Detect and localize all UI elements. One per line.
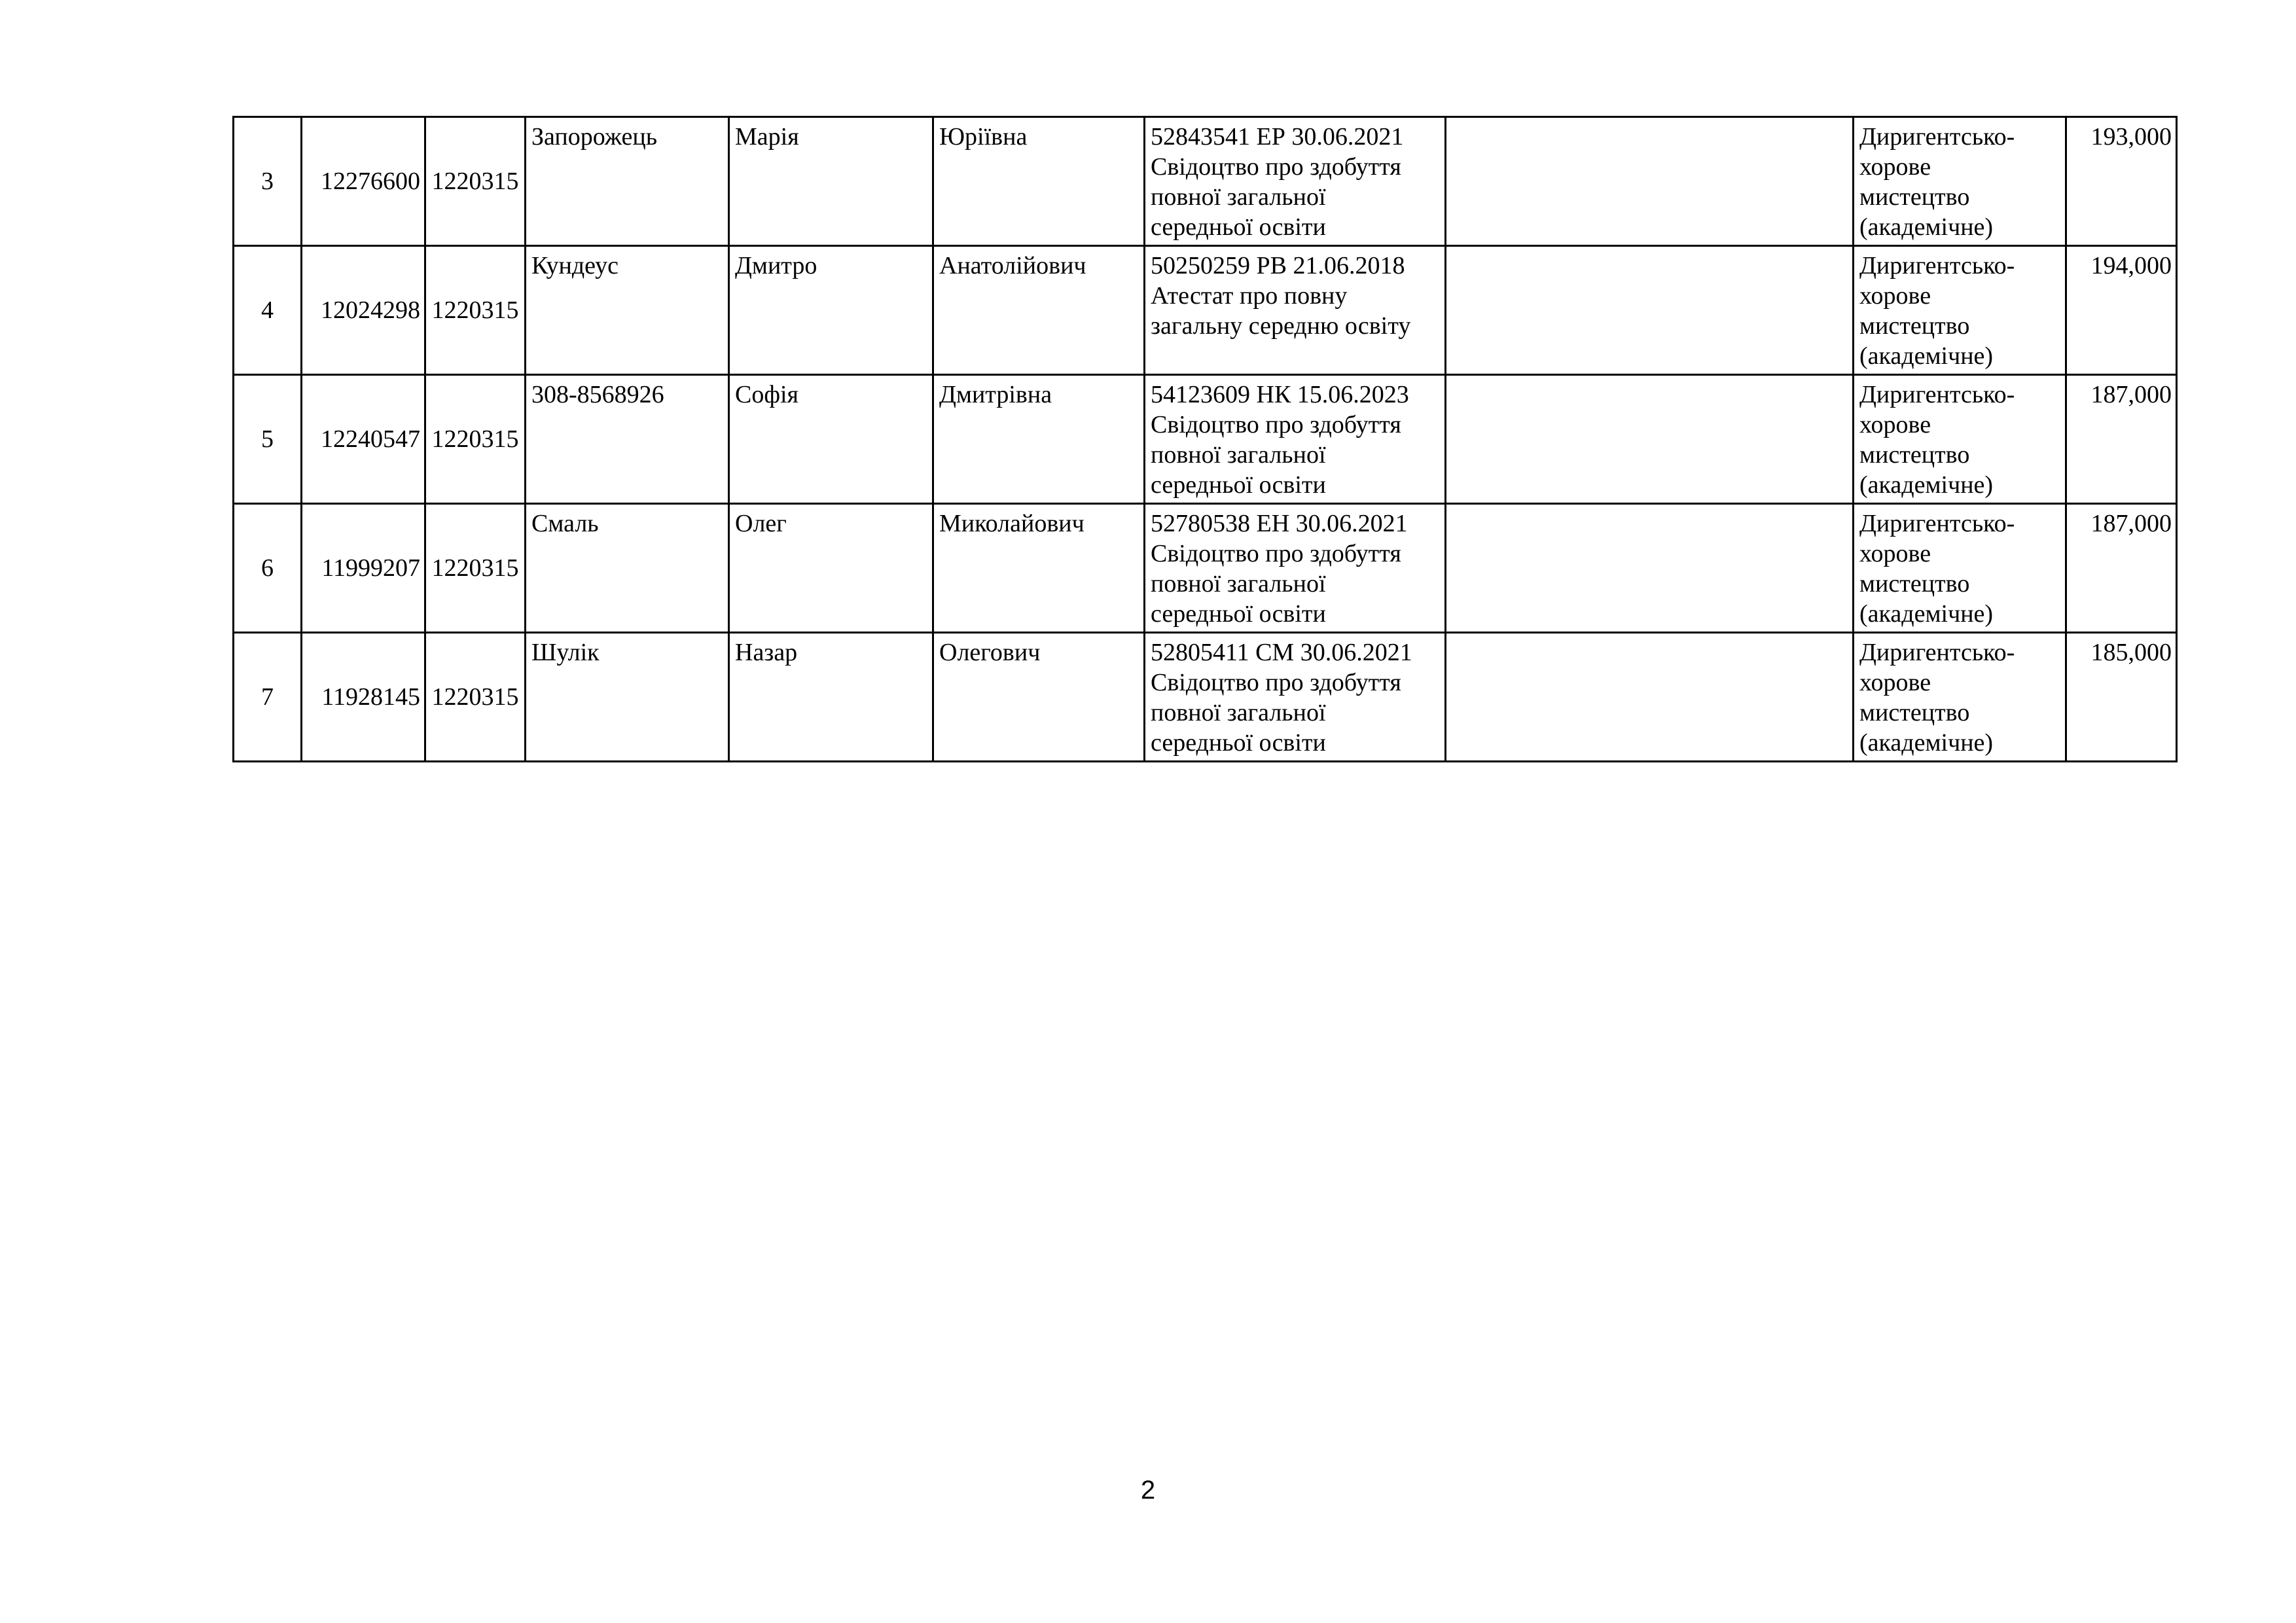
document-cell <box>1145 504 1446 633</box>
document-cell <box>1145 633 1446 762</box>
document-type-line: Атестат про повну <box>1151 282 1348 310</box>
applicant-id: 12024298 <box>302 246 425 375</box>
program-code: 1220315 <box>425 504 526 633</box>
specialty-line: хорове <box>1859 411 1931 438</box>
program-code: 1220315 <box>425 633 526 762</box>
name-cell: Дмитро <box>729 246 933 375</box>
specialty-line: хорове <box>1859 153 1931 181</box>
document-type-line: повної загальної <box>1151 441 1326 469</box>
surname-cell: Кундеус <box>526 246 729 375</box>
applicant-id: 12276600 <box>302 117 425 246</box>
row-number: 4 <box>234 246 302 375</box>
specialty-line: мистецтво <box>1859 183 1970 211</box>
specialty-line: хорове <box>1859 669 1931 696</box>
specialty-cell <box>1854 504 2066 633</box>
document-type-line: Свідоцтво про здобуття <box>1151 153 1401 181</box>
row-number: 5 <box>234 375 302 504</box>
document-number: 52805411 СМ 30.06.2021 <box>1151 639 1412 666</box>
table-row <box>234 117 2177 246</box>
specialty-line: Диригентсько- <box>1859 123 2015 151</box>
extra-cell <box>1446 117 1854 246</box>
document-type-line: повної загальної <box>1151 699 1326 726</box>
document-number: 54123609 НК 15.06.2023 <box>1151 381 1409 408</box>
document-type-line: повної загальної <box>1151 570 1326 597</box>
table-row <box>234 375 2177 504</box>
document-cell <box>1145 246 1446 375</box>
specialty-line: Диригентсько- <box>1859 639 2015 666</box>
document-cell <box>1145 375 1446 504</box>
specialty-line: (академічне) <box>1859 342 1994 370</box>
row-number: 7 <box>234 633 302 762</box>
specialty-line: хорове <box>1859 540 1931 567</box>
document-number: 50250259 РВ 21.06.2018 <box>1151 252 1405 279</box>
patronymic-cell: Миколайович <box>933 504 1145 633</box>
score-cell: 187,000 <box>2066 504 2177 633</box>
specialty-cell <box>1854 246 2066 375</box>
name-cell: Олег <box>729 504 933 633</box>
document-type-line: середньої освіти <box>1151 471 1326 499</box>
table-body <box>234 117 2177 762</box>
document-type-line: середньої освіти <box>1151 729 1326 757</box>
specialty-line: мистецтво <box>1859 699 1970 726</box>
document-type-line: середньої освіти <box>1151 213 1326 241</box>
specialty-line: Диригентсько- <box>1859 510 2015 537</box>
page-number: 2 <box>1140 1476 1156 1505</box>
name-cell: Назар <box>729 633 933 762</box>
program-code: 1220315 <box>425 375 526 504</box>
surname-cell: Шулік <box>526 633 729 762</box>
table-row <box>234 246 2177 375</box>
specialty-line: Диригентсько- <box>1859 381 2015 408</box>
patronymic-cell: Анатолійович <box>933 246 1145 375</box>
extra-cell <box>1446 375 1854 504</box>
table-row <box>234 504 2177 633</box>
extra-cell <box>1446 633 1854 762</box>
document-type-line: Свідоцтво про здобуття <box>1151 540 1401 567</box>
extra-cell <box>1446 504 1854 633</box>
score-cell: 187,000 <box>2066 375 2177 504</box>
applicant-id: 11928145 <box>302 633 425 762</box>
specialty-line: Диригентсько- <box>1859 252 2015 279</box>
specialty-cell <box>1854 633 2066 762</box>
specialty-line: (академічне) <box>1859 213 1994 241</box>
row-number: 6 <box>234 504 302 633</box>
document-number: 52843541 ЕР 30.06.2021 <box>1151 123 1404 151</box>
patronymic-cell: Олегович <box>933 633 1145 762</box>
document-number: 52780538 ЕН 30.06.2021 <box>1151 510 1408 537</box>
applicants-table <box>232 116 2178 762</box>
score-cell: 194,000 <box>2066 246 2177 375</box>
document-type-line: середньої освіти <box>1151 600 1326 628</box>
document-type-line: повної загальної <box>1151 183 1326 211</box>
document-type-line: загальну середню освіту <box>1151 312 1411 340</box>
surname-cell: Смаль <box>526 504 729 633</box>
specialty-cell <box>1854 375 2066 504</box>
patronymic-cell: Юріївна <box>933 117 1145 246</box>
score-cell: 193,000 <box>2066 117 2177 246</box>
specialty-line: (академічне) <box>1859 600 1994 628</box>
specialty-line: (академічне) <box>1859 471 1994 499</box>
table-row <box>234 633 2177 762</box>
specialty-cell <box>1854 117 2066 246</box>
surname-cell: Запорожець <box>526 117 729 246</box>
document-type-line: Свідоцтво про здобуття <box>1151 669 1401 696</box>
specialty-line: мистецтво <box>1859 570 1970 597</box>
specialty-line: хорове <box>1859 282 1931 310</box>
patronymic-cell: Дмитрівна <box>933 375 1145 504</box>
specialty-line: (академічне) <box>1859 729 1994 757</box>
row-number: 3 <box>234 117 302 246</box>
program-code: 1220315 <box>425 117 526 246</box>
program-code: 1220315 <box>425 246 526 375</box>
surname-cell: 308-8568926 <box>526 375 729 504</box>
score-cell: 185,000 <box>2066 633 2177 762</box>
specialty-line: мистецтво <box>1859 441 1970 469</box>
applicant-id: 11999207 <box>302 504 425 633</box>
document-type-line: Свідоцтво про здобуття <box>1151 411 1401 438</box>
name-cell: Марія <box>729 117 933 246</box>
applicant-id: 12240547 <box>302 375 425 504</box>
name-cell: Софія <box>729 375 933 504</box>
specialty-line: мистецтво <box>1859 312 1970 340</box>
document-cell <box>1145 117 1446 246</box>
extra-cell <box>1446 246 1854 375</box>
